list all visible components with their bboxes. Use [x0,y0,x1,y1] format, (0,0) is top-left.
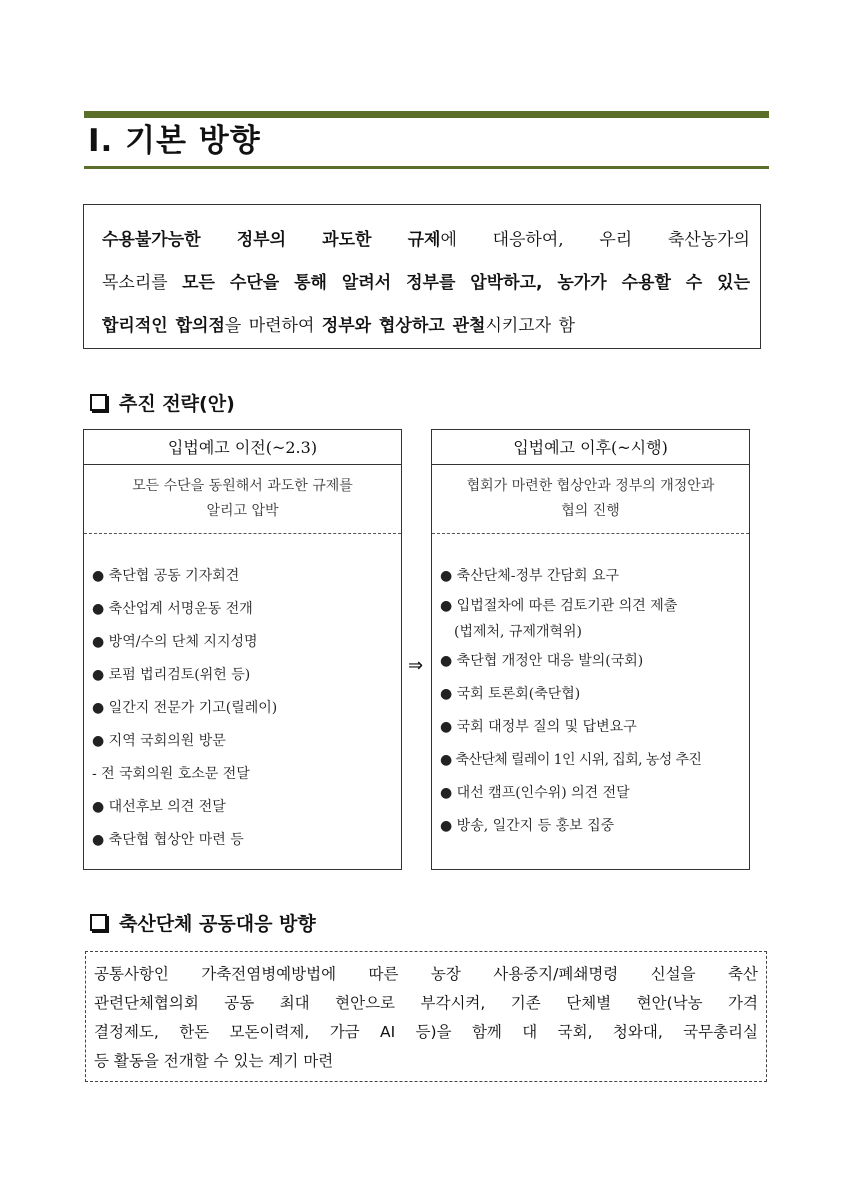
strategy-heading [90,389,235,416]
list-item: ● 국회 토론회(축단협) [440,686,581,702]
before-desc-line-2: 알리고 압박 [206,503,279,519]
summary-line-1-bold: 수용불가능한 정부의 과도한 규제 [102,230,441,250]
right-arrow-icon: ⇒ [408,655,424,676]
list-item: - 전 국회의원 호소문 전달 [92,766,250,782]
list-item: ● 축산단체 릴레이 1인 시위, 집회, 농성 추진 [440,752,702,768]
list-item: ● 축산업계 서명운동 전개 [92,601,253,617]
summary-line-1 [102,225,750,250]
joint-line-3: 결정제도, 한돈 모돈이력제, 가금 AI 등)을 함께 대 국회, 청와대, 국무총리실 [94,1023,758,1041]
after-column [431,429,750,870]
summary-line-2-text: 목소리를 [102,273,183,293]
list-item: ● 방송, 일간지 등 홍보 집중 [440,818,615,834]
joint-response-box [85,951,767,1082]
summary-line-1-text: 에 대응하여, 우리 축산농가의 [440,230,750,250]
after-column-title: 입법예고 이후(~시행) [432,430,749,465]
list-item: ● 축단협 개정안 대응 발의(국회) [440,653,644,669]
before-column-desc [94,474,391,524]
before-column [83,429,402,870]
before-column-title: 입법예고 이전(~2.3) [84,430,401,465]
list-item: ● 축산단체-정부 간담회 요구 [440,568,620,584]
after-desc-line-2: 협의 진행 [561,503,620,519]
summary-line-2 [102,268,750,293]
list-item: ● 지역 국회의원 방문 [92,733,226,749]
list-item: ● 국회 대정부 질의 및 답변요구 [440,719,637,735]
joint-line-1: 공통사항인 가축전염병예방법에 따른 농장 사용중지/폐쇄명령 신설을 축산 [94,965,758,983]
list-item: ● 대선 캠프(인수위) 의견 전달 [440,785,630,801]
summary-line-3-text-a: 을 마련하여 [224,316,322,336]
joint-response-heading [90,909,316,936]
list-item: ● 입법절차에 따른 검토기관 의견 제출 [440,598,678,614]
summary-line-3-text-b: 시키고자 함 [485,316,575,336]
joint-line-2: 관련단체협의회 공동 최대 현안으로 부각시켜, 기존 단체별 현안(낙농 가격 [94,994,758,1012]
before-column-divider [84,533,401,534]
list-item: ● 방역/수의 단체 지지성명 [92,634,258,650]
checkbox-square-icon [90,394,107,411]
joint-response-heading-text: 축산단체 공동대응 방향 [119,913,316,935]
after-item-list [440,560,741,843]
title-top-rule [84,111,769,118]
joint-line-4: 등 활동을 전개할 수 있는 계기 마련 [94,1052,334,1070]
after-column-desc [442,474,739,524]
list-item: ● 로펌 법리검토(위헌 등) [92,667,251,683]
checkbox-square-icon [90,914,107,931]
summary-line-2-bold: 모든 수단을 통해 알려서 정부를 압박하고, 농가가 수용할 수 있는 [182,273,751,293]
list-item: ● 축단협 공동 기자회견 [92,568,240,584]
title-bottom-rule [84,166,769,169]
summary-line-3-bold-b: 정부와 협상하고 관철 [321,316,486,336]
list-item: ● 축단협 협상안 마련 등 [92,832,244,848]
strategy-heading-text: 추진 전략(안) [119,393,235,415]
summary-line-3 [102,311,750,336]
list-item: ● 대선후보 의견 전달 [92,799,226,815]
before-item-list [92,560,393,857]
after-desc-line-1: 협회가 마련한 협상안과 정부의 개정안과 [466,478,715,494]
summary-line-3-bold-a: 합리적인 합의점 [102,316,225,336]
before-desc-line-1: 모든 수단을 동원해서 과도한 규제를 [132,478,353,494]
summary-box [83,204,761,349]
after-column-divider [432,533,749,534]
section-title: Ⅰ. 기본 방향 [88,123,261,159]
list-item: (법제처, 규제개혁위) [454,624,583,640]
list-item: ● 일간지 전문가 기고(릴레이) [92,700,278,716]
